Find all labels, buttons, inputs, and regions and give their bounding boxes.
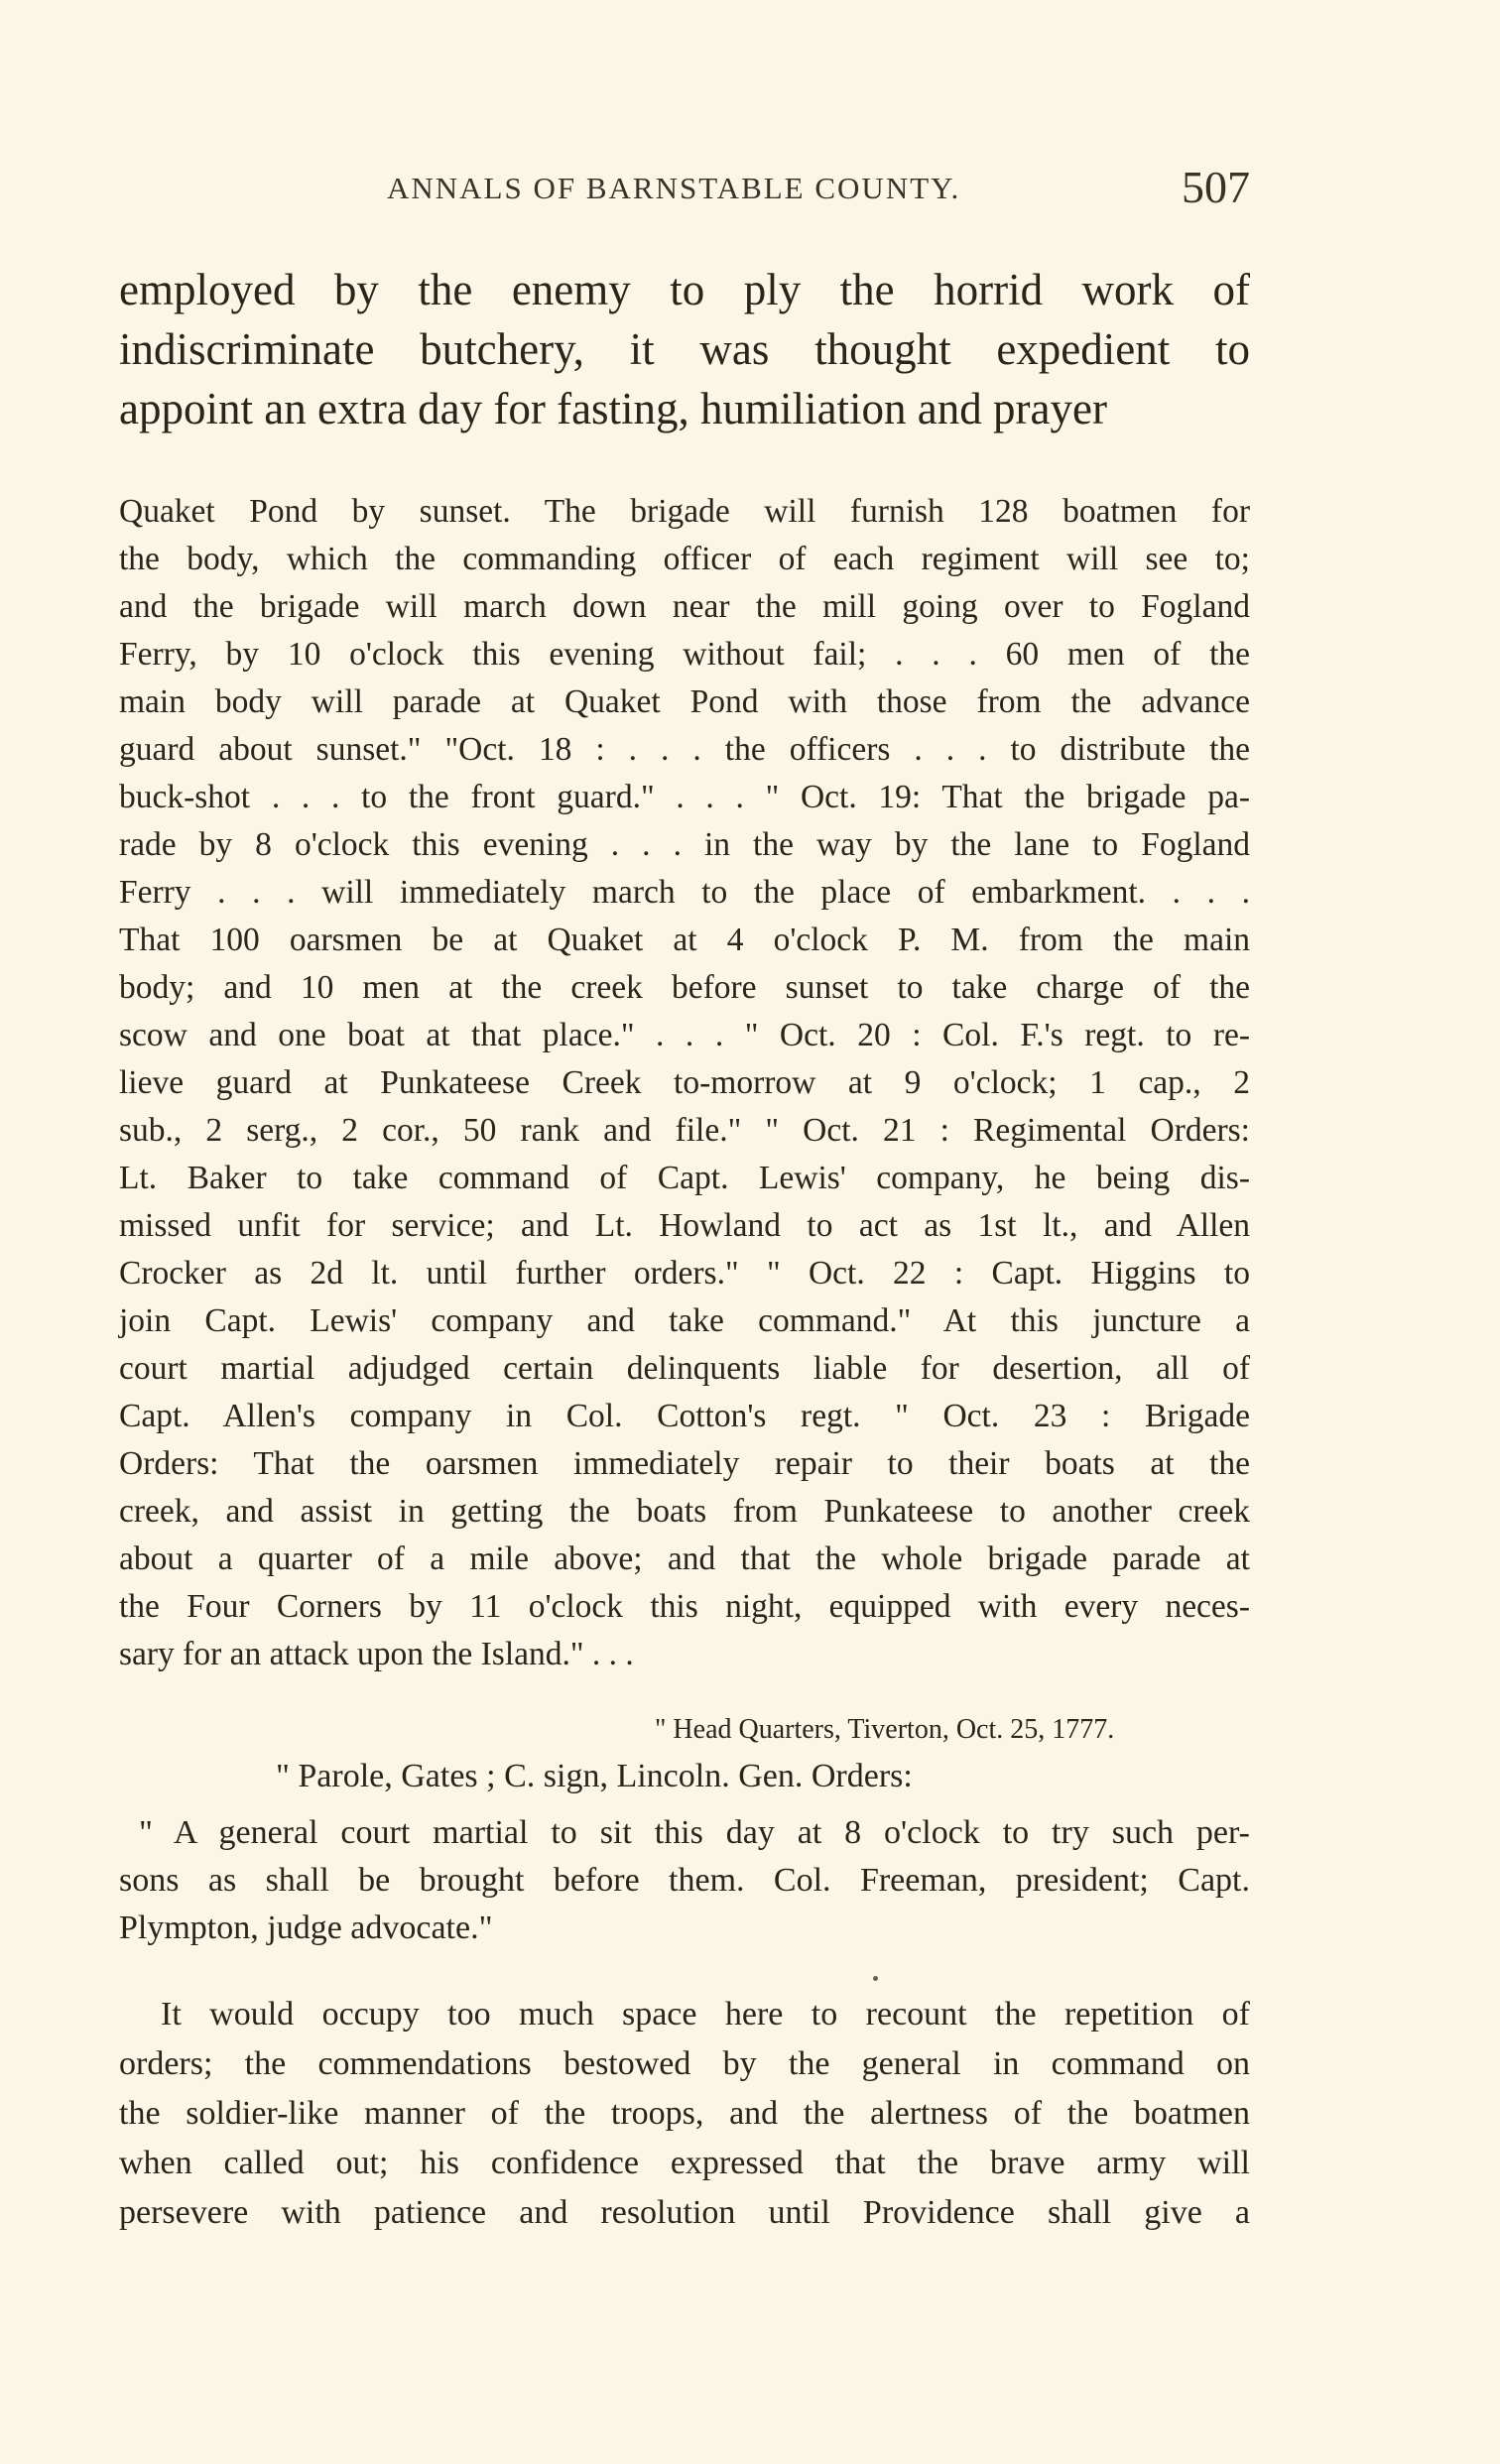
text-line: join Capt. Lewis' company and take command." At this juncture a: [119, 1302, 1250, 1339]
text-line: when called out; his confidence expressed that the brave army will: [119, 2145, 1250, 2181]
text-line: persevere with patience and resolution until Providence shall give a: [119, 2194, 1250, 2231]
text-line: That 100 oarsmen be at Quaket at 4 o'clock P. M. from the main: [119, 922, 1250, 958]
text-line: employed by the enemy to ply the horrid work of: [119, 265, 1250, 314]
closing-paragraph: [119, 1990, 1250, 2238]
headquarters-line: " Head Quarters, Tiverton, Oct. 25, 1777.: [655, 1714, 1115, 1745]
parole-line: " Parole, Gates ; C. sign, Lincoln. Gen. Orders:: [276, 1758, 913, 1794]
text-line: indiscriminate butchery, it was thought expedient to: [119, 324, 1250, 374]
text-line: It would occupy too much space here to recount the repetition of: [161, 1996, 1250, 2033]
text-line: appoint an extra day for fasting, humiliation and prayer: [119, 384, 1107, 433]
text-line: main body will parade at Quaket Pond with those from the advance: [119, 683, 1250, 720]
text-line: about a quarter of a mile above; and that the whole brigade parade at: [119, 1540, 1250, 1577]
lead-paragraph: [119, 260, 1250, 438]
running-title: ANNALS OF BARNSTABLE COUNTY.: [387, 171, 961, 205]
text-line: " A general court martial to sit this day at 8 o'clock to try such per-: [139, 1814, 1250, 1851]
text-line: and the brigade will march down near the mill going over to Fogland: [119, 588, 1250, 625]
text-line: sary for an attack upon the Island." . . .: [119, 1636, 634, 1672]
text-line: Quaket Pond by sunset. The brigade will furnish 128 boatmen for: [119, 493, 1250, 530]
text-line: Lt. Baker to take command of Capt. Lewis' company, he being dis-: [119, 1160, 1250, 1196]
text-line: orders; the commendations bestowed by the general in command on: [119, 2045, 1250, 2082]
text-line: creek, and assist in getting the boats from Punkateese to another creek: [119, 1493, 1250, 1530]
text-line: the soldier-like manner of the troops, and the alertness of the boatmen: [119, 2095, 1250, 2132]
text-line: buck-shot . . . to the front guard." . . . " Oct. 19: That the brigade pa-: [119, 779, 1250, 815]
text-line: Ferry, by 10 o'clock this evening without fail; . . . 60 men of the: [119, 636, 1250, 673]
text-line: sub., 2 serg., 2 cor., 50 rank and file." " Oct. 21 : Regimental Orders:: [119, 1112, 1250, 1149]
ink-speck: [873, 1976, 878, 1981]
text-line: sons as shall be brought before them. Col. Freeman, president; Capt.: [119, 1862, 1250, 1899]
court-martial-order: [119, 1809, 1250, 1952]
quoted-orders: [119, 488, 1250, 1678]
text-line: Plympton, judge advocate.": [119, 1910, 493, 1946]
text-line: lieve guard at Punkateese Creek to-morrow at 9 o'clock; 1 cap., 2: [119, 1064, 1250, 1101]
text-line: court martial adjudged certain delinquents liable for desertion, all of: [119, 1350, 1250, 1387]
page-number: 507: [1182, 162, 1250, 212]
text-line: rade by 8 o'clock this evening . . . in the way by the lane to Fogland: [119, 826, 1250, 863]
text-line: scow and one boat at that place." . . . " Oct. 20 : Col. F.'s regt. to re-: [119, 1017, 1250, 1053]
text-line: missed unfit for service; and Lt. Howland to act as 1st lt., and Allen: [119, 1207, 1250, 1244]
text-line: body; and 10 men at the creek before sunset to take charge of the: [119, 969, 1250, 1006]
running-head: [119, 161, 1250, 220]
text-line: Orders: That the oarsmen immediately repair to their boats at the: [119, 1445, 1250, 1482]
text-line: the Four Corners by 11 o'clock this night, equipped with every neces-: [119, 1588, 1250, 1625]
text-line: the body, which the commanding officer of each regiment will see to;: [119, 541, 1250, 577]
text-line: Ferry . . . will immediately march to the place of embarkment. . . .: [119, 874, 1250, 911]
text-line: Crocker as 2d lt. until further orders." " Oct. 22 : Capt. Higgins to: [119, 1255, 1250, 1292]
text-line: Capt. Allen's company in Col. Cotton's regt. " Oct. 23 : Brigade: [119, 1398, 1250, 1434]
text-line: guard about sunset." "Oct. 18 : . . . the officers . . . to distribute the: [119, 731, 1250, 768]
